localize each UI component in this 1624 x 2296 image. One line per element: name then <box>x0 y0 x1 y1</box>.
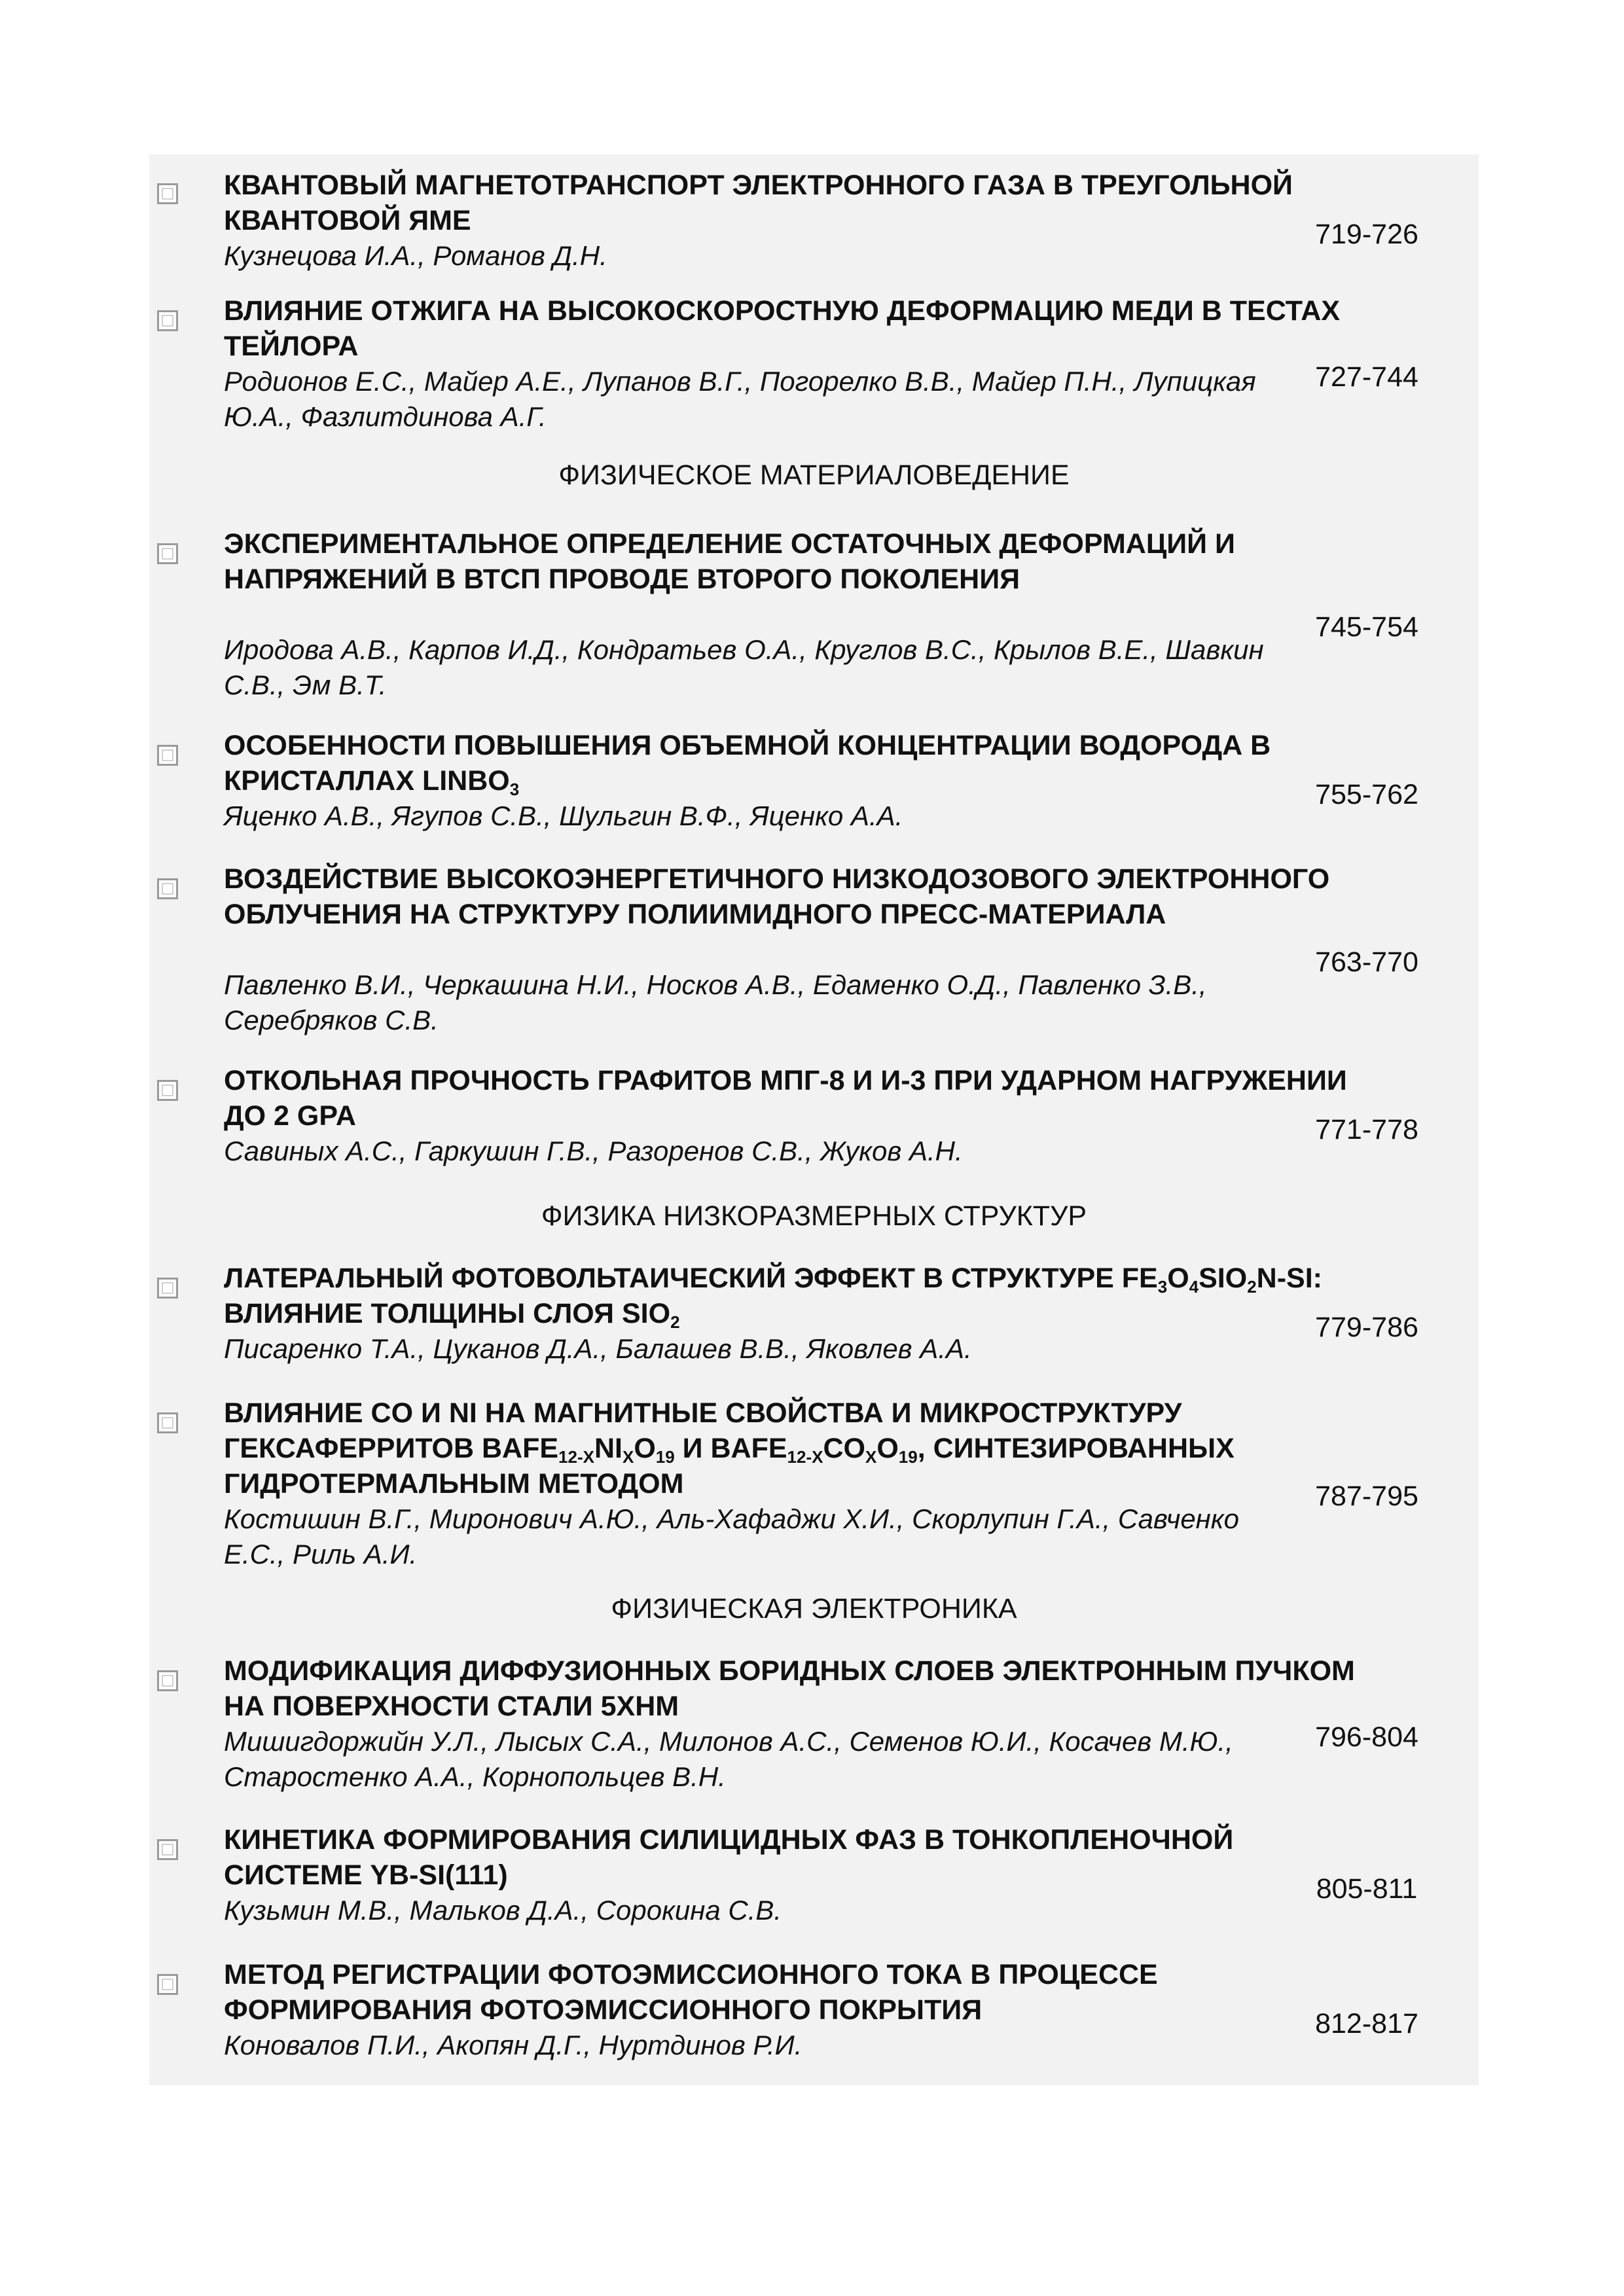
page-range: 763-770 <box>1315 946 1418 978</box>
select-checkbox[interactable] <box>157 1839 178 1860</box>
page-range: 812-817 <box>1315 2008 1418 2039</box>
page-range: 727-744 <box>1315 361 1418 393</box>
subscript: 12-X <box>558 1447 594 1467</box>
page-range: 805-811 <box>1316 1873 1418 1905</box>
select-checkbox[interactable] <box>157 1412 178 1433</box>
section-heading: ФИЗИКА НИЗКОРАЗМЕРНЫХ СТРУКТУР <box>541 1200 1087 1232</box>
select-checkbox[interactable] <box>157 310 178 331</box>
select-checkbox[interactable] <box>157 183 178 204</box>
select-checkbox[interactable] <box>157 1278 178 1299</box>
page-range: 796-804 <box>1315 1721 1418 1753</box>
article-authors: Кузнецова И.А., Романов Д.Н. <box>224 240 607 271</box>
article-title[interactable]: ЛАТЕРАЛЬНЫЙ ФОТОВОЛЬТАИЧЕСКИЙ ЭФФЕКТ В СТРУКТУРЕ $FE_3O_4SIO_2N-SI$: ВЛИЯНИЕ ТОЛЩИНЫ СЛОЯ $SIO_2$ <box>224 1263 1322 1332</box>
article-title[interactable]: МЕТОД РЕГИСТРАЦИИ ФОТОЭМИССИОННОГО ТОКА В ПРОЦЕССЕ ФОРМИРОВАНИЯ ФОТОЭМИССИОННОГО ПОКРЫТИЯ <box>224 1959 1158 2026</box>
select-checkbox[interactable] <box>157 543 178 564</box>
article-title[interactable]: ВЛИЯНИЕ ОТЖИГА НА ВЫСОКОСКОРОСТНУЮ ДЕФОРМАЦИЮ МЕДИ В ТЕСТАХ ТЕЙЛОРА <box>224 295 1341 362</box>
select-checkbox[interactable] <box>157 1080 178 1101</box>
page-range: 719-726 <box>1315 219 1418 250</box>
article-authors: Яценко А.В., Ягупов С.В., Шульгин В.Ф., Яценко А.А. <box>224 800 903 831</box>
subscript: 2 <box>670 1312 680 1332</box>
subscript: X <box>812 1447 823 1467</box>
select-checkbox[interactable] <box>157 878 178 899</box>
article-title[interactable]: ЭКСПЕРИМЕНТАЛЬНОЕ ОПРЕДЕЛЕНИЕ ОСТАТОЧНЫХ ДЕФОРМАЦИЙ И НАПРЯЖЕНИЙ В ВТСП ПРОВОДЕ ВТОРОГО ПОКОЛЕНИЯ <box>224 528 1235 595</box>
select-checkbox[interactable] <box>157 745 178 766</box>
subscript: 12- <box>787 1447 812 1467</box>
article-authors: Мишигдоржийн У.Л., Лысых С.А., Милонов А.С., Семенов Ю.И., Косачев М.Ю., Старостенко А.А., Корнопольцев В.Н. <box>224 1726 1233 1792</box>
article-authors: Павленко В.И., Черкашина Н.И., Носков А.В., Едаменко О.Д., Павленко З.В., Серебряков С.В. <box>224 969 1207 1035</box>
select-checkbox[interactable] <box>157 1974 178 1995</box>
article-title[interactable]: КВАНТОВЫЙ МАГНЕТОТРАНСПОРТ ЭЛЕКТРОННОГО ГАЗА В ТРЕУГОЛЬНОЙ КВАНТОВОЙ ЯМЕ <box>224 170 1293 236</box>
article-authors: Писаренко Т.А., Цуканов Д.А., Балашев В.В., Яковлев А.А. <box>224 1333 972 1364</box>
article-authors: Иродова А.В., Карпов И.Д., Кондратьев О.А., Круглов В.С., Крылов В.Е., Шавкин С.В., Эм В.Т. <box>224 634 1264 700</box>
article-title[interactable]: ОСОБЕННОСТИ ПОВЫШЕНИЯ ОБЪЕМНОЙ КОНЦЕНТРАЦИИ ВОДОРОДА В КРИСТАЛЛАХ $LINBO_3$ <box>224 730 1271 799</box>
article-authors: Савиных А.С., Гаркушин Г.В., Разоренов С.В., Жуков А.Н. <box>224 1136 963 1166</box>
subscript: 19 <box>898 1447 918 1467</box>
article-title[interactable]: ОТКОЛЬНАЯ ПРОЧНОСТЬ ГРАФИТОВ МПГ-8 И И-3 ПРИ УДАРНОМ НАГРУЖЕНИИ ДО 2 GPA <box>224 1065 1347 1132</box>
contents-panel <box>149 154 1479 2085</box>
article-authors: Костишин В.Г., Миронович А.Ю., Аль-Хафаджи Х.И., Скорлупин Г.А., Савченко Е.С., Риль А.И. <box>224 1503 1239 1570</box>
page-range: 771-778 <box>1315 1114 1418 1145</box>
select-checkbox[interactable] <box>157 1670 178 1691</box>
article-title[interactable]: ВЛИЯНИЕ CO И NI НА МАГНИТНЫЕ СВОЙСТВА И МИКРОСТРУКТУРУ ГЕКСАФЕРРИТОВ $BAFE_{12-X}NI_XO_{19}$ И $BAFE_{12-X}CO_XO_{19}$, СИНТЕЗИРОВАННЫХ ГИДРОТЕРМАЛЬНЫМ МЕТОДОМ <box>224 1397 1235 1499</box>
article-title[interactable]: МОДИФИКАЦИЯ ДИФФУЗИОННЫХ БОРИДНЫХ СЛОЕВ ЭЛЕКТРОННЫМ ПУЧКОМ НА ПОВЕРХНОСТИ СТАЛИ 5ХНМ <box>224 1655 1355 1722</box>
subscript: X <box>865 1447 877 1467</box>
section-heading: ФИЗИЧЕСКОЕ МАТЕРИАЛОВЕДЕНИЕ <box>558 459 1070 491</box>
page-range: 787-795 <box>1315 1480 1418 1512</box>
article-title[interactable]: ВОЗДЕЙСТВИЕ ВЫСОКОЭНЕРГЕТИЧНОГО НИЗКОДОЗОВОГО ЭЛЕКТРОННОГО ОБЛУЧЕНИЯ НА СТРУКТУРУ ПОЛИИМИДНОГО ПРЕСС-МАТЕРИАЛА <box>224 863 1330 930</box>
page-range: 779-786 <box>1315 1312 1418 1343</box>
section-heading: ФИЗИЧЕСКАЯ ЭЛЕКТРОНИКА <box>611 1593 1017 1624</box>
article-authors: Коновалов П.И., Акопян Д.Г., Нуртдинов Р.И. <box>224 2030 803 2060</box>
subscript: 2 <box>1247 1277 1257 1297</box>
subscript: 3 <box>509 780 520 799</box>
subscript: 4 <box>1189 1277 1199 1297</box>
article-authors: Кузьмин М.В., Мальков Д.А., Сорокина С.В. <box>224 1895 782 1926</box>
subscript: 3 <box>1157 1277 1168 1297</box>
page-range: 745-754 <box>1315 611 1418 643</box>
article-authors: Родионов Е.С., Майер А.Е., Лупанов В.Г., Погорелко В.В., Майер П.Н., Лупицкая Ю.А., Фазлитдинова А.Г. <box>224 366 1256 432</box>
page-range: 755-762 <box>1315 779 1418 810</box>
subscript: X <box>622 1447 634 1467</box>
article-title[interactable]: КИНЕТИКА ФОРМИРОВАНИЯ СИЛИЦИДНЫХ ФАЗ В ТОНКОПЛЕНОЧНОЙ СИСТЕМЕ YB-SI(111) <box>224 1824 1234 1891</box>
subscript: 19 <box>655 1447 675 1467</box>
